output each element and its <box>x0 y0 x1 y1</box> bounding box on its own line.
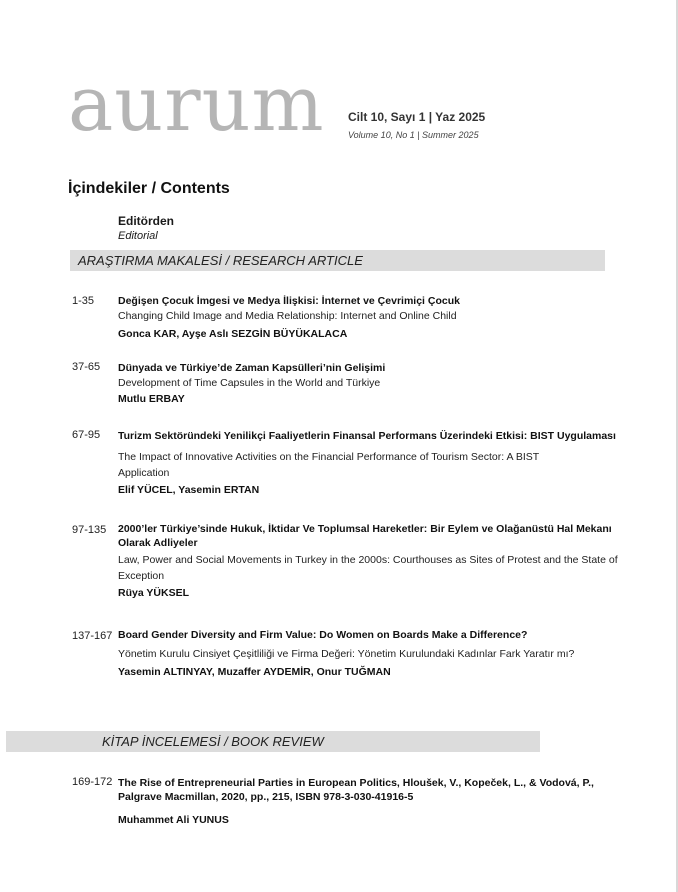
article-pages: 137-167 <box>72 630 113 642</box>
article-title[interactable]: 2000’ler Türkiye’sinde Hukuk, İktidar Ve Toplumsal Hareketler: Bir Eylem ve Olağanüstü Hal Mekanı Olarak Adliyeler <box>118 523 612 549</box>
editorial-en[interactable]: Editorial <box>118 230 158 242</box>
article-subtitle: The Impact of Innovative Activities on the Financial Performance of Tourism Sector: A BIST Application <box>118 451 539 479</box>
article-authors: Mutlu ERBAY <box>118 393 185 405</box>
article-subtitle: Law, Power and Social Movements in Turkey in the 2000s: Courthouses as Sites of Protest and the State of Exception <box>118 554 618 582</box>
article-title[interactable]: Değişen Çocuk İmgesi ve Medya İlişkisi: İnternet ve Çevrimiçi Çocuk <box>118 295 460 307</box>
article-authors: Elif YÜCEL, Yasemin ERTAN <box>118 484 260 496</box>
volume-info-tr: Cilt 10, Sayı 1 | Yaz 2025 <box>348 110 486 124</box>
article-authors: Rüya YÜKSEL <box>118 587 189 599</box>
article-title[interactable]: Board Gender Diversity and Firm Value: Do Women on Boards Make a Difference? <box>118 629 528 641</box>
article-title[interactable]: Turizm Sektöründeki Yenilikçi Faaliyetlerin Finansal Performans Üzerindeki Etkisi: BIST Uygulaması <box>118 430 616 442</box>
editorial-tr[interactable]: Editörden <box>118 214 174 228</box>
article-pages: 37-65 <box>72 361 101 373</box>
book-review-title[interactable]: The Rise of Entrepreneurial Parties in European Politics, Hloušek, V., Kopeček, L., & Vodová, P., Palgrave Macmillan, 2020, pp., 215, ISBN 978-3-030-41916-5 <box>118 777 594 803</box>
book-review-header: KİTAP İNCELEMESİ / BOOK REVIEW <box>6 731 540 752</box>
article-title[interactable]: Dünyada ve Türkiye’de Zaman Kapsülleri’nin Gelişimi <box>118 362 386 374</box>
research-article-header: ARAŞTIRMA MAKALESİ / RESEARCH ARTICLE <box>70 250 605 271</box>
book-review-pages: 169-172 <box>72 776 113 788</box>
article-subtitle: Changing Child Image and Media Relationship: Internet and Online Child <box>118 310 457 322</box>
article-authors: Yasemin ALTINYAY, Muzaffer AYDEMİR, Onur TUĞMAN <box>118 666 391 678</box>
article-authors: Gonca KAR, Ayşe Aslı SEZGİN BÜYÜKALACA <box>118 328 348 340</box>
volume-info-en: Volume 10, No 1 | Summer 2025 <box>348 130 479 140</box>
article-subtitle: Development of Time Capsules in the World and Türkiye <box>118 377 381 389</box>
contents-title: İçindekiler / Contents <box>68 180 230 197</box>
article-subtitle: Yönetim Kurulu Cinsiyet Çeşitliliği ve Firma Değeri: Yönetim Kurulundaki Kadınlar Fark Yaratır mı? <box>118 648 575 660</box>
journal-logo: aurum <box>68 59 325 148</box>
book-review-author: Muhammet Ali YUNUS <box>118 814 229 826</box>
article-pages: 1-35 <box>72 295 95 307</box>
article-pages: 67-95 <box>72 429 101 441</box>
article-pages: 97-135 <box>72 524 107 536</box>
